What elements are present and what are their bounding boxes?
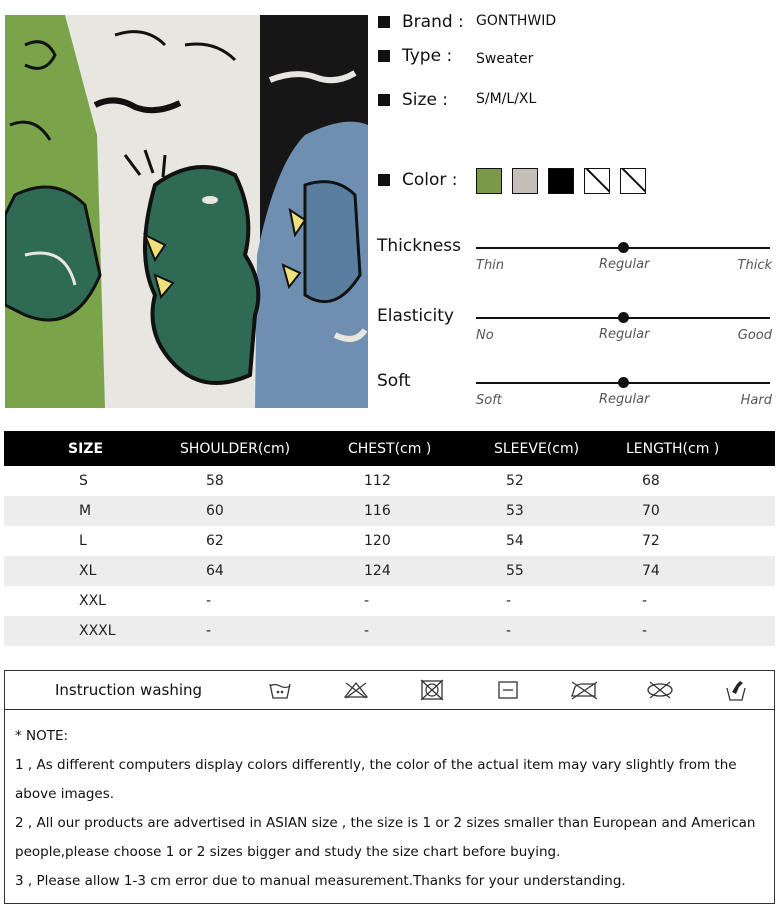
table-row — [4, 466, 775, 496]
table-cell: 64 — [176, 556, 344, 586]
do-not-dry-clean-icon — [622, 677, 698, 703]
color-swatch-black[interactable] — [548, 168, 574, 194]
header-length: LENGTH(cm ) — [622, 431, 775, 466]
notes-line-3: 3 , Please allow 1-3 cm error due to manual measurement.Thanks for your understanding. — [15, 873, 626, 889]
table-cell: 58 — [206, 473, 224, 489]
table-cell: 53 — [490, 496, 622, 526]
table-cell: - — [206, 593, 212, 609]
color-swatch-green[interactable] — [476, 168, 502, 194]
table-cell: XXXL — [4, 616, 176, 646]
table-cell: - — [622, 616, 775, 646]
slider-mid-label: Regular — [599, 327, 650, 342]
spec-brand-value: GONTHWID — [476, 13, 557, 29]
slider-max-label: Good — [737, 328, 772, 343]
table-cell: 52 — [506, 473, 524, 489]
spec-type — [378, 46, 534, 67]
color-swatches — [476, 168, 646, 194]
notes-line-2: 2 , All our products are advertised in ASIAN size , the size is 1 or 2 sizes smaller than European and American people,please choose 1 or 2 sizes bigger and study the size chart before buying. — [15, 815, 756, 860]
table-cell: 72 — [642, 533, 660, 549]
do-not-tumble-dry-icon — [394, 677, 470, 703]
table-row — [4, 586, 775, 616]
table-cell: 55 — [490, 556, 622, 586]
table-cell: M — [4, 496, 176, 526]
spec-color — [378, 170, 488, 190]
header-size: SIZE — [4, 431, 176, 466]
table-cell: L — [79, 533, 87, 549]
notes-box — [4, 710, 775, 904]
slider-label: Soft — [377, 371, 411, 391]
hand-wash-icon — [242, 677, 318, 703]
spec-size — [378, 90, 537, 110]
table-row — [4, 556, 775, 586]
slider-knob[interactable] — [618, 312, 629, 323]
flat-dry-icon — [470, 677, 546, 703]
slider-min-label: No — [476, 328, 494, 343]
header-chest: CHEST(cm ) — [344, 431, 490, 466]
table-cell: - — [506, 593, 512, 609]
slider-mid-label: Regular — [599, 392, 650, 407]
table-cell: S — [79, 473, 88, 489]
table-header-row — [4, 431, 775, 466]
slider-min-label: Soft — [476, 393, 502, 408]
header-shoulder: SHOULDER(cm) — [176, 431, 344, 466]
do-not-iron-icon — [546, 677, 622, 703]
table-cell: 74 — [622, 556, 775, 586]
washing-instructions — [4, 670, 775, 710]
header-sleeve: SLEEVE(cm) — [490, 431, 622, 466]
table-row — [4, 616, 775, 646]
table-cell: 62 — [206, 533, 224, 549]
spec-type-value: Sweater — [476, 51, 534, 67]
slider-mid-label: Regular — [599, 257, 650, 272]
table-cell: - — [490, 616, 622, 646]
bullet-icon — [378, 94, 390, 106]
table-cell: - — [176, 616, 344, 646]
size-chart-table — [4, 431, 775, 646]
notes-heading: * NOTE: — [15, 728, 69, 744]
slider-label: Elasticity — [377, 306, 454, 326]
spec-size-value: S/M/L/XL — [476, 91, 537, 107]
table-cell: 68 — [642, 473, 660, 489]
washing-title: Instruction washing — [55, 681, 203, 699]
slider-label: Thickness — [377, 236, 462, 256]
table-cell: 124 — [344, 556, 490, 586]
do-not-bleach-icon — [318, 677, 394, 703]
color-swatch-none[interactable] — [620, 168, 646, 194]
slider-knob[interactable] — [618, 377, 629, 388]
table-cell: 112 — [364, 473, 391, 489]
table-cell: 120 — [364, 533, 391, 549]
table-cell: - — [642, 593, 648, 609]
table-cell: 60 — [176, 496, 344, 526]
notes-line-1: 1 , As different computers display colors differently, the color of the actual item may vary slightly from the above images. — [15, 757, 737, 802]
spec-brand — [378, 12, 557, 32]
table-cell: XL — [4, 556, 176, 586]
bullet-icon — [378, 174, 390, 186]
spec-type-label: Type : — [402, 46, 453, 66]
table-cell: 116 — [344, 496, 490, 526]
spec-size-label: Size : — [402, 90, 449, 110]
spec-color-label: Color : — [402, 170, 458, 190]
table-row — [4, 526, 775, 556]
slider-max-label: Thick — [737, 258, 772, 273]
spec-brand-label: Brand : — [402, 12, 464, 32]
table-cell: XXL — [79, 593, 106, 609]
table-cell: 54 — [506, 533, 524, 549]
bullet-icon — [378, 16, 390, 28]
slider-min-label: Thin — [476, 258, 505, 273]
color-swatch-none[interactable] — [584, 168, 610, 194]
slider-max-label: Hard — [740, 393, 772, 408]
bullet-icon — [378, 50, 390, 62]
table-row — [4, 496, 775, 526]
table-cell: - — [364, 593, 370, 609]
hang-dry-icon — [698, 677, 774, 703]
table-cell: - — [344, 616, 490, 646]
product-photo — [5, 15, 368, 408]
color-swatch-grey[interactable] — [512, 168, 538, 194]
slider-knob[interactable] — [618, 242, 629, 253]
table-cell: 70 — [622, 496, 775, 526]
